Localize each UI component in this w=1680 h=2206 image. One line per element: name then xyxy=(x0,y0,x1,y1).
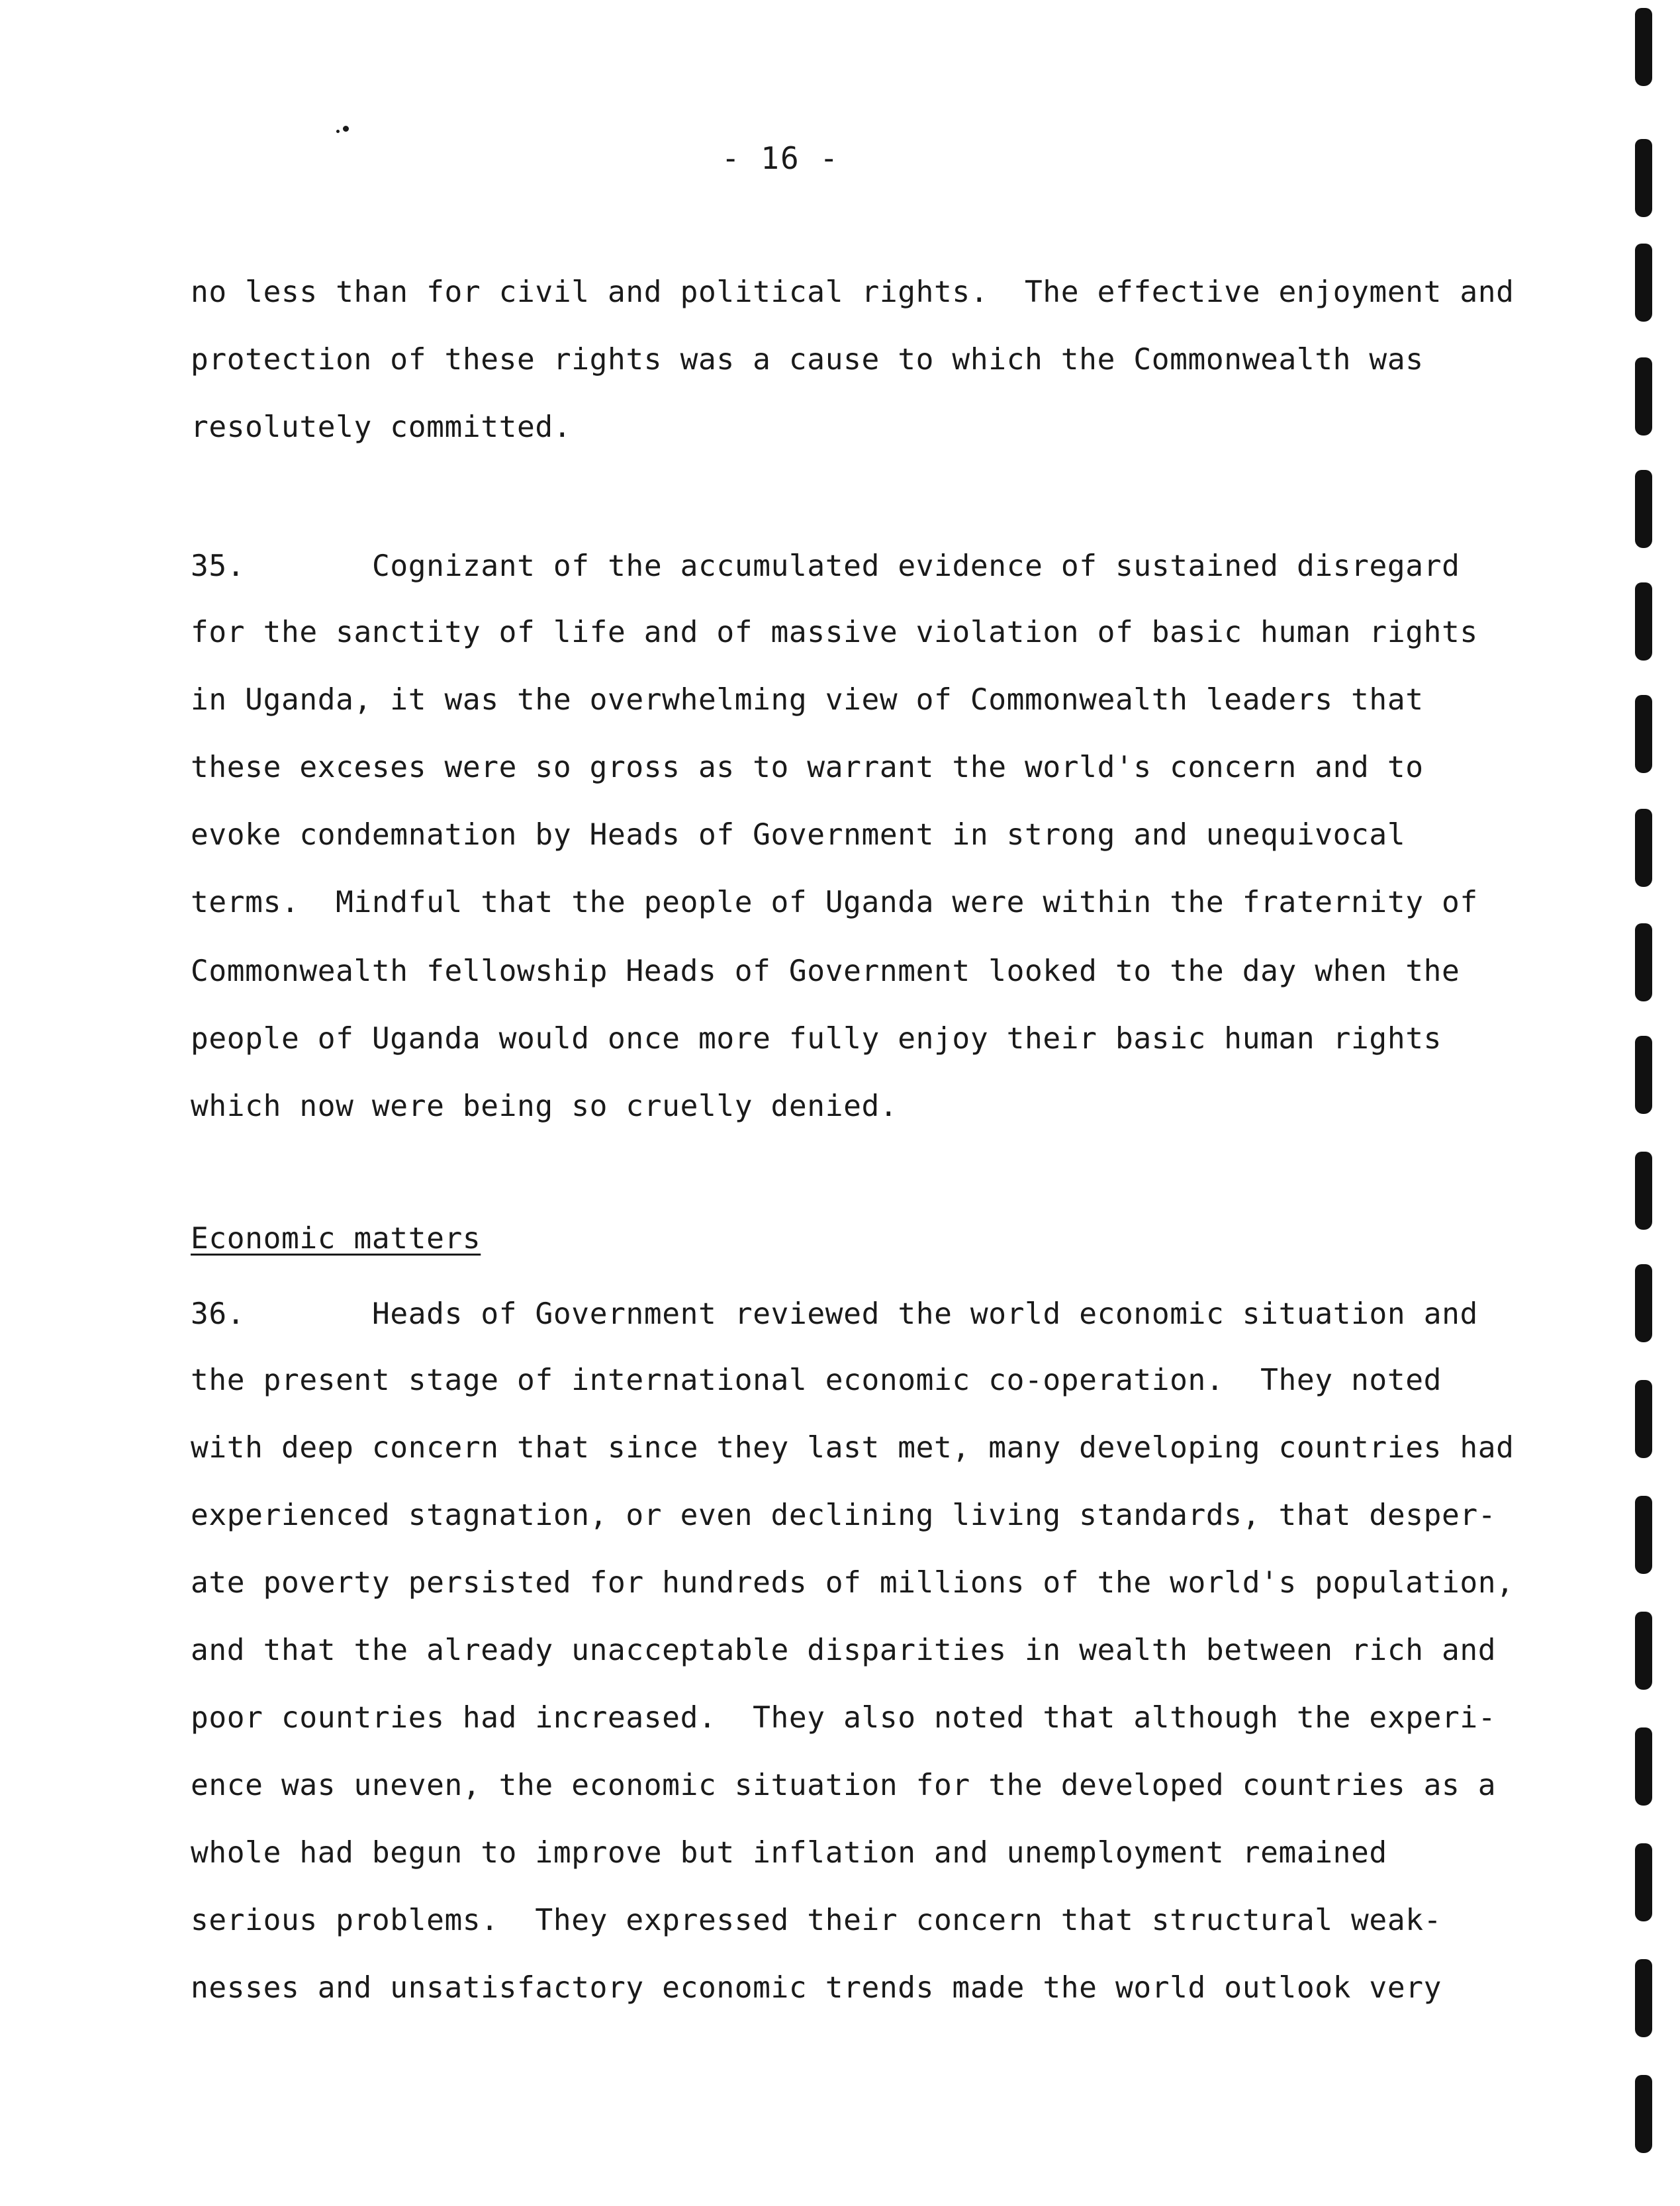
text-line: whole had begun to improve but inflation and unemployment remained xyxy=(191,1836,1387,1870)
text-line: people of Uganda would once more fully enjoy their basic human rights xyxy=(191,1022,1442,1056)
binding-hole xyxy=(1635,8,1652,86)
text-line: the present stage of international economic co-operation. They noted xyxy=(191,1363,1442,1397)
binding-hole xyxy=(1635,582,1652,661)
text-line: serious problems. They expressed their concern that structural weak- xyxy=(191,1904,1442,1937)
text-line: for the sanctity of life and of massive violation of basic human rights xyxy=(191,616,1478,649)
text-line: experienced stagnation, or even declining living standards, that desper- xyxy=(191,1498,1497,1532)
binding-hole xyxy=(1635,470,1652,548)
paragraph-number: 35. xyxy=(191,549,246,583)
text-line: and that the already unacceptable disparities in wealth between rich and xyxy=(191,1633,1497,1667)
text-line: no less than for civil and political rights. The effective enjoyment and xyxy=(191,275,1515,309)
binding-hole xyxy=(1635,1152,1652,1230)
section-heading: Economic matters xyxy=(191,1222,481,1256)
binding-hole xyxy=(1635,1380,1652,1458)
binding-hole xyxy=(1635,2075,1652,2153)
binding-hole xyxy=(1635,1959,1652,2037)
text-line: which now were being so cruelly denied. xyxy=(191,1089,898,1123)
binding-strip xyxy=(1620,0,1680,2206)
text-line: Cognizant of the accumulated evidence of sustained disregard xyxy=(372,549,1460,583)
text-line: in Uganda, it was the overwhelming view of Commonwealth leaders that xyxy=(191,683,1424,717)
binding-hole xyxy=(1635,923,1652,1001)
text-line: nesses and unsatisfactory economic trends made the world outlook very xyxy=(191,1971,1442,2005)
text-line: terms. Mindful that the people of Uganda were within the fraternity of xyxy=(191,886,1478,919)
text-line: Heads of Government reviewed the world economic situation and xyxy=(372,1297,1478,1331)
binding-hole xyxy=(1635,809,1652,887)
text-line: protection of these rights was a cause to which the Commonwealth was xyxy=(191,343,1424,377)
page-number: - 16 - xyxy=(721,140,840,176)
text-line: ence was uneven, the economic situation for the developed countries as a xyxy=(191,1769,1497,1802)
binding-hole xyxy=(1635,695,1652,773)
binding-hole xyxy=(1635,1264,1652,1342)
binding-hole xyxy=(1635,139,1652,217)
paragraph-number: 36. xyxy=(191,1297,246,1331)
text-line: Commonwealth fellowship Heads of Government looked to the day when the xyxy=(191,954,1460,988)
binding-hole xyxy=(1635,1843,1652,1921)
binding-hole xyxy=(1635,1612,1652,1690)
text-line: poor countries had increased. They also noted that although the experi- xyxy=(191,1701,1497,1735)
binding-hole xyxy=(1635,244,1652,322)
text-line: with deep concern that since they last met, many developing countries had xyxy=(191,1431,1515,1465)
text-line: evoke condemnation by Heads of Government in strong and unequivocal xyxy=(191,818,1406,852)
binding-hole xyxy=(1635,1727,1652,1806)
binding-hole xyxy=(1635,357,1652,436)
text-line: resolutely committed. xyxy=(191,410,572,444)
binding-hole xyxy=(1635,1496,1652,1574)
binding-hole xyxy=(1635,1036,1652,1114)
stray-ink-mark xyxy=(343,126,349,132)
text-line: ate poverty persisted for hundreds of millions of the world's population, xyxy=(191,1566,1515,1600)
text-line: these exceses were so gross as to warrant the world's concern and to xyxy=(191,751,1424,784)
